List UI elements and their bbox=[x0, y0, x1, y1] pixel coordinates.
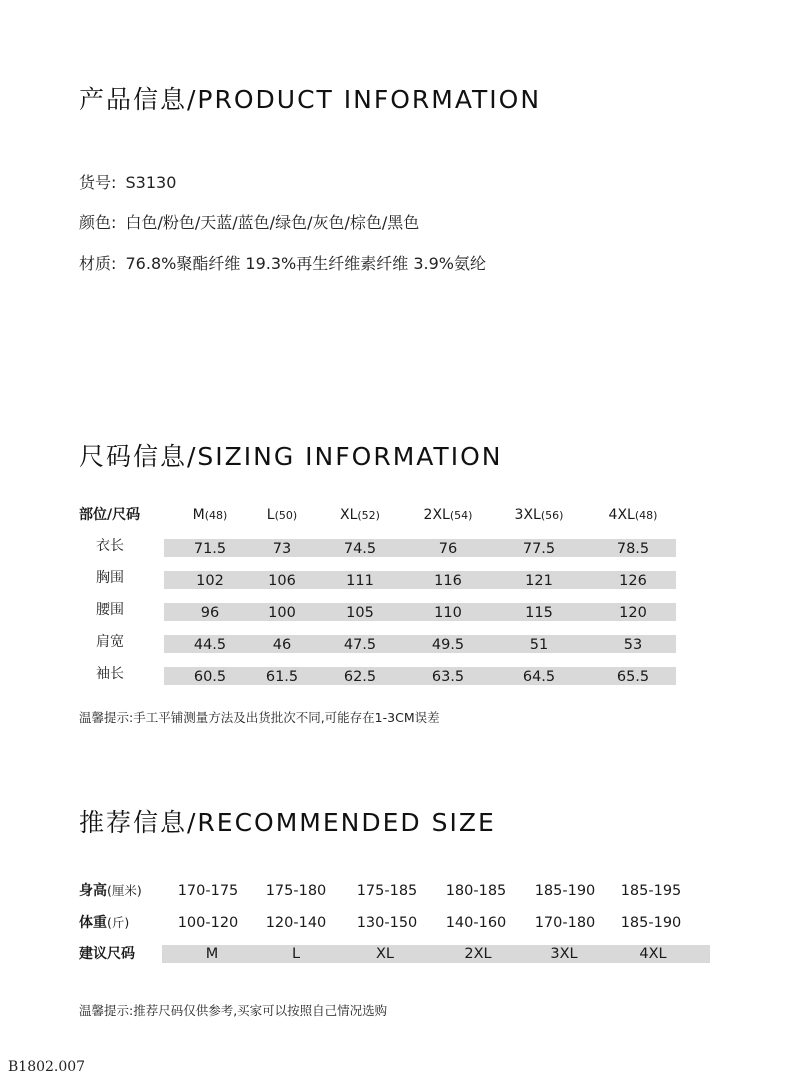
recommended-note: 温馨提示:推荐尺码仅供参考,买家可以按照自己情况选购 bbox=[79, 1003, 388, 1018]
color-value: 白色/粉色/天蓝/蓝色/绿色/灰色/棕色/黑色 bbox=[125, 213, 420, 232]
height-row-label bbox=[79, 882, 142, 900]
sizing-cell: 110 bbox=[434, 605, 462, 621]
recommended-size-cell: 3XL bbox=[550, 946, 578, 962]
sizing-row-label: 腰围 bbox=[96, 602, 124, 618]
sizing-cell: 71.5 bbox=[193, 541, 227, 557]
height-cell: 175-185 bbox=[356, 883, 418, 899]
item-number-value: S3130 bbox=[125, 173, 177, 192]
sizing-cell: 126 bbox=[619, 573, 647, 589]
height-label: 身高 bbox=[79, 883, 107, 899]
color-line bbox=[79, 213, 419, 233]
sizing-cell: 76 bbox=[438, 541, 458, 557]
weight-cell: 140-160 bbox=[445, 915, 507, 931]
sizing-cell: 65.5 bbox=[616, 669, 650, 685]
sizing-row-label: 胸围 bbox=[96, 570, 124, 586]
sizing-cell: 44.5 bbox=[193, 637, 227, 653]
material-line bbox=[79, 254, 486, 274]
size-code: (52) bbox=[357, 509, 380, 522]
sizing-cell: 49.5 bbox=[431, 637, 465, 653]
size-column-header bbox=[403, 506, 493, 525]
weight-row-label bbox=[79, 914, 129, 932]
item-number-line bbox=[79, 173, 176, 193]
recommended-size-cell: L bbox=[291, 946, 301, 962]
size-name: XL bbox=[340, 507, 358, 523]
sizing-cell: 105 bbox=[346, 605, 374, 621]
size-column-header bbox=[237, 506, 327, 525]
height-cell: 185-190 bbox=[534, 883, 596, 899]
recommended-size-cell: 2XL bbox=[464, 946, 492, 962]
product-info-heading: 产品信息/PRODUCT INFORMATION bbox=[79, 85, 542, 114]
material-label: 材质: bbox=[79, 254, 117, 273]
sizing-cell: 116 bbox=[434, 573, 462, 589]
sizing-cell: 120 bbox=[619, 605, 647, 621]
size-column-header bbox=[315, 506, 405, 525]
sizing-row-label: 衣长 bbox=[96, 538, 124, 554]
size-code: (50) bbox=[274, 509, 298, 522]
sizing-corner-label: 部位/尺码 bbox=[79, 507, 141, 523]
height-cell: 180-185 bbox=[445, 883, 507, 899]
size-code: (48) bbox=[204, 509, 228, 522]
recommended-heading: 推荐信息/RECOMMENDED SIZE bbox=[79, 808, 496, 837]
sizing-cell: 78.5 bbox=[616, 541, 650, 557]
sizing-cell: 77.5 bbox=[522, 541, 556, 557]
weight-cell: 100-120 bbox=[177, 915, 239, 931]
sizing-cell: 46 bbox=[272, 637, 292, 653]
sizing-cell: 61.5 bbox=[265, 669, 299, 685]
height-cell: 185-195 bbox=[620, 883, 682, 899]
sizing-row-label: 肩宽 bbox=[96, 634, 124, 650]
footer-code: B1802.007 bbox=[8, 1059, 86, 1075]
weight-cell: 170-180 bbox=[534, 915, 596, 931]
sizing-cell: 106 bbox=[268, 573, 296, 589]
sizing-cell: 60.5 bbox=[193, 669, 227, 685]
sizing-cell: 64.5 bbox=[522, 669, 556, 685]
sizing-cell: 53 bbox=[623, 637, 643, 653]
size-name: 2XL bbox=[423, 507, 450, 523]
sizing-cell: 102 bbox=[196, 573, 224, 589]
sizing-row-label: 袖长 bbox=[96, 666, 124, 682]
weight-cell: 185-190 bbox=[620, 915, 682, 931]
sizing-info-heading: 尺码信息/SIZING INFORMATION bbox=[79, 442, 503, 471]
item-number-label: 货号: bbox=[79, 173, 117, 192]
size-code: (56) bbox=[540, 509, 564, 522]
size-row-label: 建议尺码 bbox=[79, 946, 135, 962]
sizing-cell: 74.5 bbox=[343, 541, 377, 557]
size-code: (48) bbox=[634, 509, 658, 522]
material-value: 76.8%聚酯纤维 19.3%再生纤维素纤维 3.9%氨纶 bbox=[125, 254, 486, 273]
size-column-header bbox=[588, 506, 678, 525]
sizing-cell: 47.5 bbox=[343, 637, 377, 653]
size-name: 3XL bbox=[514, 507, 541, 523]
weight-unit: (斤) bbox=[107, 915, 130, 930]
sizing-cell: 62.5 bbox=[343, 669, 377, 685]
sizing-cell: 115 bbox=[525, 605, 553, 621]
size-name: L bbox=[266, 507, 275, 523]
weight-label: 体重 bbox=[79, 915, 107, 931]
size-name: 4XL bbox=[608, 507, 635, 523]
sizing-cell: 51 bbox=[529, 637, 549, 653]
height-cell: 175-180 bbox=[265, 883, 327, 899]
size-name: M bbox=[192, 507, 205, 523]
recommended-size-cell: M bbox=[205, 946, 219, 962]
sizing-cell: 100 bbox=[268, 605, 296, 621]
weight-cell: 120-140 bbox=[265, 915, 327, 931]
recommended-size-cell: 4XL bbox=[639, 946, 667, 962]
sizing-cell: 96 bbox=[200, 605, 220, 621]
sizing-cell: 111 bbox=[346, 573, 374, 589]
size-code: (54) bbox=[449, 509, 473, 522]
color-label: 颜色: bbox=[79, 213, 117, 232]
height-cell: 170-175 bbox=[177, 883, 239, 899]
sizing-cell: 63.5 bbox=[431, 669, 465, 685]
size-column-header bbox=[494, 506, 584, 525]
recommended-size-cell: XL bbox=[375, 946, 394, 962]
sizing-cell: 121 bbox=[525, 573, 553, 589]
weight-cell: 130-150 bbox=[356, 915, 418, 931]
sizing-note: 温馨提示:手工平铺测量方法及出货批次不同,可能存在1-3CM误差 bbox=[79, 710, 440, 725]
sizing-cell: 73 bbox=[272, 541, 292, 557]
height-unit: (厘米) bbox=[107, 883, 142, 898]
